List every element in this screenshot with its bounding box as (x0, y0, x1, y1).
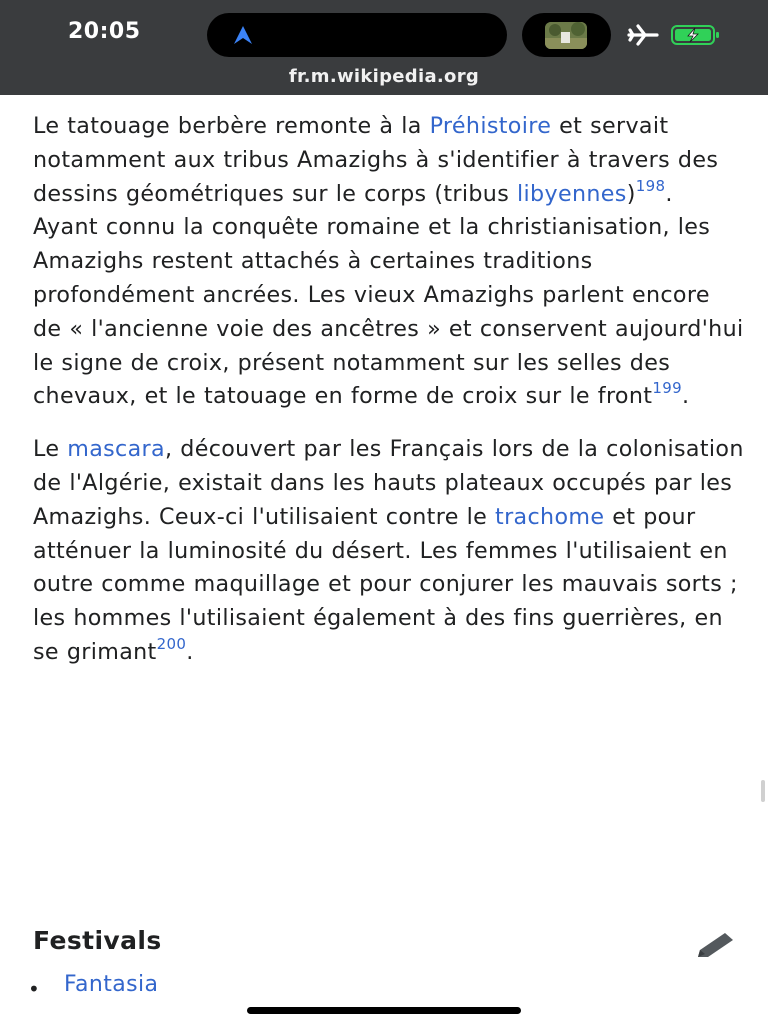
article-content (33, 110, 745, 689)
status-time: 20:05 (68, 19, 141, 44)
text-span: ) (626, 180, 636, 207)
section-heading-festivals: Festivals (33, 926, 162, 955)
text-span: , découvert par les Français lors de la colonisation de l'Algérie, existait dans les hauts plateaux occupés par les Amazighs. Ceux-ci l'utilisaient contre le (33, 436, 744, 530)
link-libyennes[interactable]: libyennes (517, 180, 627, 207)
text-span: . (186, 638, 194, 665)
text-span: . (682, 383, 690, 410)
scroll-indicator[interactable] (761, 780, 765, 802)
reference-199[interactable]: 199 (652, 379, 682, 398)
status-bar (0, 0, 768, 95)
text-span: Le (33, 436, 68, 463)
link-trachome[interactable]: trachome (495, 503, 605, 530)
list-item-link-fantasia[interactable]: Fantasia (64, 972, 159, 997)
dynamic-island[interactable] (207, 13, 507, 57)
text-span: Le tatouage berbère remonte à la (33, 113, 430, 139)
navigation-arrow-icon (232, 24, 254, 46)
link-mascara[interactable]: mascara (67, 436, 165, 463)
battery-charging-icon (671, 25, 721, 45)
article-paragraph (33, 433, 745, 670)
reference-200[interactable]: 200 (156, 634, 187, 653)
edit-pencil-icon[interactable] (695, 930, 737, 960)
list-bullet: • (28, 977, 40, 1001)
text-span: . Ayant connu la conquête romaine et la christianisation, les Amazighs restent attachés à certaines traditions profondément ancrées. Les vieux Amazighs parlent encore de « l'ancienne voie des ancêtres » et conservent aujourd'hui le signe de croix, présent notamment sur les selles des chevaux, et le tatouage en forme de croix sur le front (33, 180, 744, 410)
media-thumbnail (545, 22, 587, 49)
text-span: et pour atténuer la luminosité du désert. Les femmes l'utilisaient en outre comme maquillage et pour conjurer les mauvais sorts ; les hommes l'utilisaient également à des fins guerrières, en se grimant (33, 503, 738, 665)
home-indicator[interactable] (247, 1007, 521, 1014)
link-prehistoire[interactable]: Préhistoire (429, 113, 552, 139)
article-paragraph (33, 110, 745, 414)
airplane-icon (627, 23, 659, 47)
text-span: et servait notamment aux tribus Amazighs à s'identifier à travers des dessins géométriques sur le corps (tribus (33, 113, 719, 207)
media-activity[interactable] (522, 13, 611, 57)
address-bar-url[interactable]: fr.m.wikipedia.org (288, 66, 480, 87)
reference-198[interactable]: 198 (635, 176, 666, 195)
